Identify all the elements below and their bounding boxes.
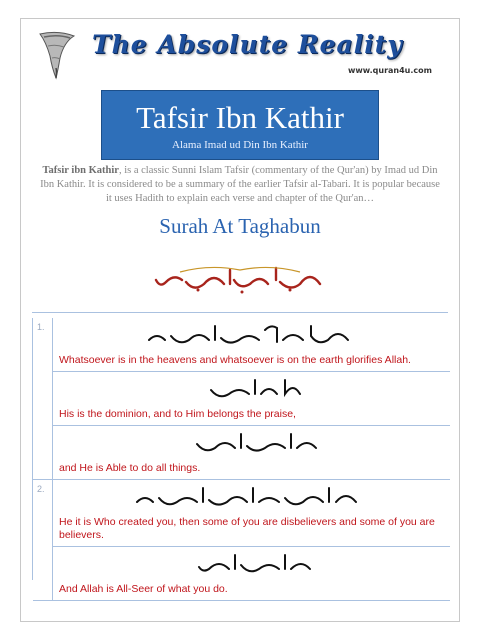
site-url-link[interactable]: www.quran4u.com <box>347 66 432 75</box>
verse-translation: His is the dominion, and to Him belongs the praise, <box>53 406 450 426</box>
author-subtitle: Alama Imad ud Din Ibn Kathir <box>172 139 308 151</box>
verse-number: 1. <box>37 322 45 332</box>
arabic-text-icon <box>143 322 353 350</box>
intro-paragraph <box>36 164 444 206</box>
page-title: Tafsir Ibn Kathir <box>136 100 344 135</box>
verse-translation: And Allah is All-Seer of what you do. <box>59 583 228 595</box>
verses-table <box>32 318 450 595</box>
surah-title: Surah At Taghabun <box>159 214 321 238</box>
verse-number-cell <box>33 318 53 479</box>
arabic-verse-line <box>53 372 450 406</box>
verse-translation: He it is Who created you, then some of you are disbelievers and some of you are believers. <box>53 514 450 547</box>
arabic-verse-line <box>53 318 450 352</box>
intro-text: , is a classic Sunni Islam Tafsir (commentary of the Qur'an) by Imad ud Din Ibn Kathir. It is considered to be a summary of the earlier Tafsir al-Tabari. It is popular because it uses Hadith to explain each verse and chapter of the Qur'an… <box>40 165 440 204</box>
horn-logo-icon <box>34 28 82 80</box>
header-banner <box>26 24 454 84</box>
intro-lead-bold: Tafsir ibn Kathir <box>42 165 119 176</box>
bismillah-calligraphy-icon <box>150 262 330 296</box>
verse-translation: Whatsoever is in the heavens and whatsoever is on the earth glorifies Allah. <box>53 352 450 372</box>
arabic-text-icon <box>191 430 321 458</box>
verse-number-cell <box>33 480 53 600</box>
verse-row <box>33 318 450 480</box>
arabic-text-icon <box>131 484 361 512</box>
arabic-text-icon <box>195 551 315 579</box>
title-box <box>101 90 379 160</box>
arabic-text-icon <box>205 376 305 404</box>
banner-title: The Absolute Reality <box>92 30 403 59</box>
verse-number: 2. <box>37 484 45 494</box>
verse-row <box>33 480 450 601</box>
arabic-verse-line <box>53 547 450 581</box>
verse-translation: and He is Able to do all things. <box>59 462 201 474</box>
section-divider <box>32 312 448 313</box>
arabic-verse-line <box>53 480 450 514</box>
arabic-verse-line <box>53 426 450 460</box>
